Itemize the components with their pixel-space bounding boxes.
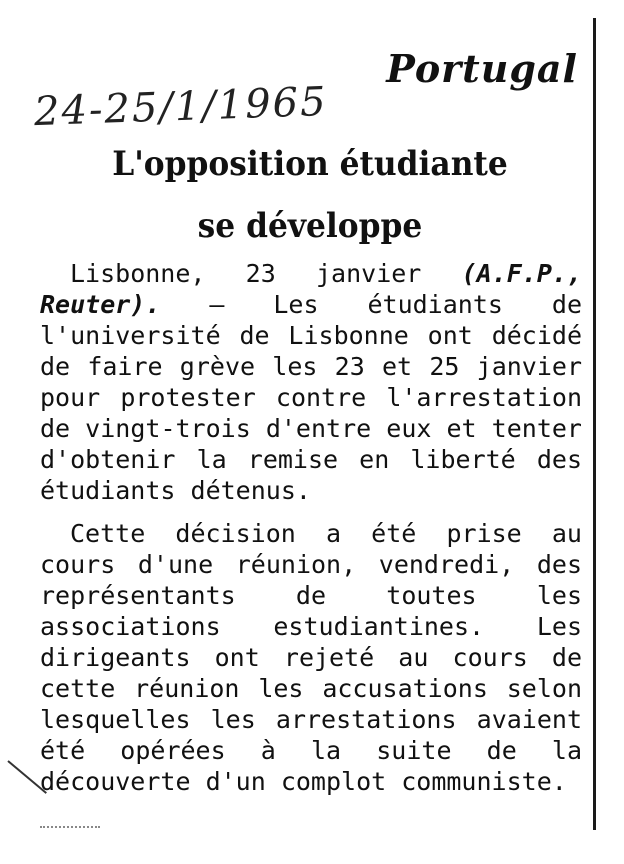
section-heading: Portugal — [386, 46, 578, 91]
scan-speckle — [40, 826, 100, 830]
headline-line-1: L'opposition étudiante — [112, 144, 508, 184]
handwritten-date: 24-25/1/1965 — [33, 78, 329, 136]
headline-line-2: se développe — [197, 206, 423, 246]
article-paragraph-1 — [40, 258, 582, 506]
column-rule — [593, 18, 596, 830]
article-paragraph-1-text: — Les étudiants de l'université de Lisbonne ont décidé de faire grève les 23 et 25 janvier pour protester contre l'arrestation de vingt-trois d'entre eux et tenter d'obtenir la remise en liberté des étudiants détenus. — [40, 290, 582, 505]
article-paragraph-2: Cette décision a été prise au cours d'une réunion, vendredi, des représentants de toutes les associations estudiantines. Les dirigeants ont rejeté au cours de cette réunion les accusations selon lesquelles les arrestations avaient été opérées à la suite de la découverte d'un complot communiste. — [40, 519, 582, 796]
article-body — [40, 258, 582, 797]
article-dateline: Lisbonne, 23 janvier — [70, 259, 422, 288]
article-agencies: (A.F.P., Reuter). — [40, 259, 582, 319]
